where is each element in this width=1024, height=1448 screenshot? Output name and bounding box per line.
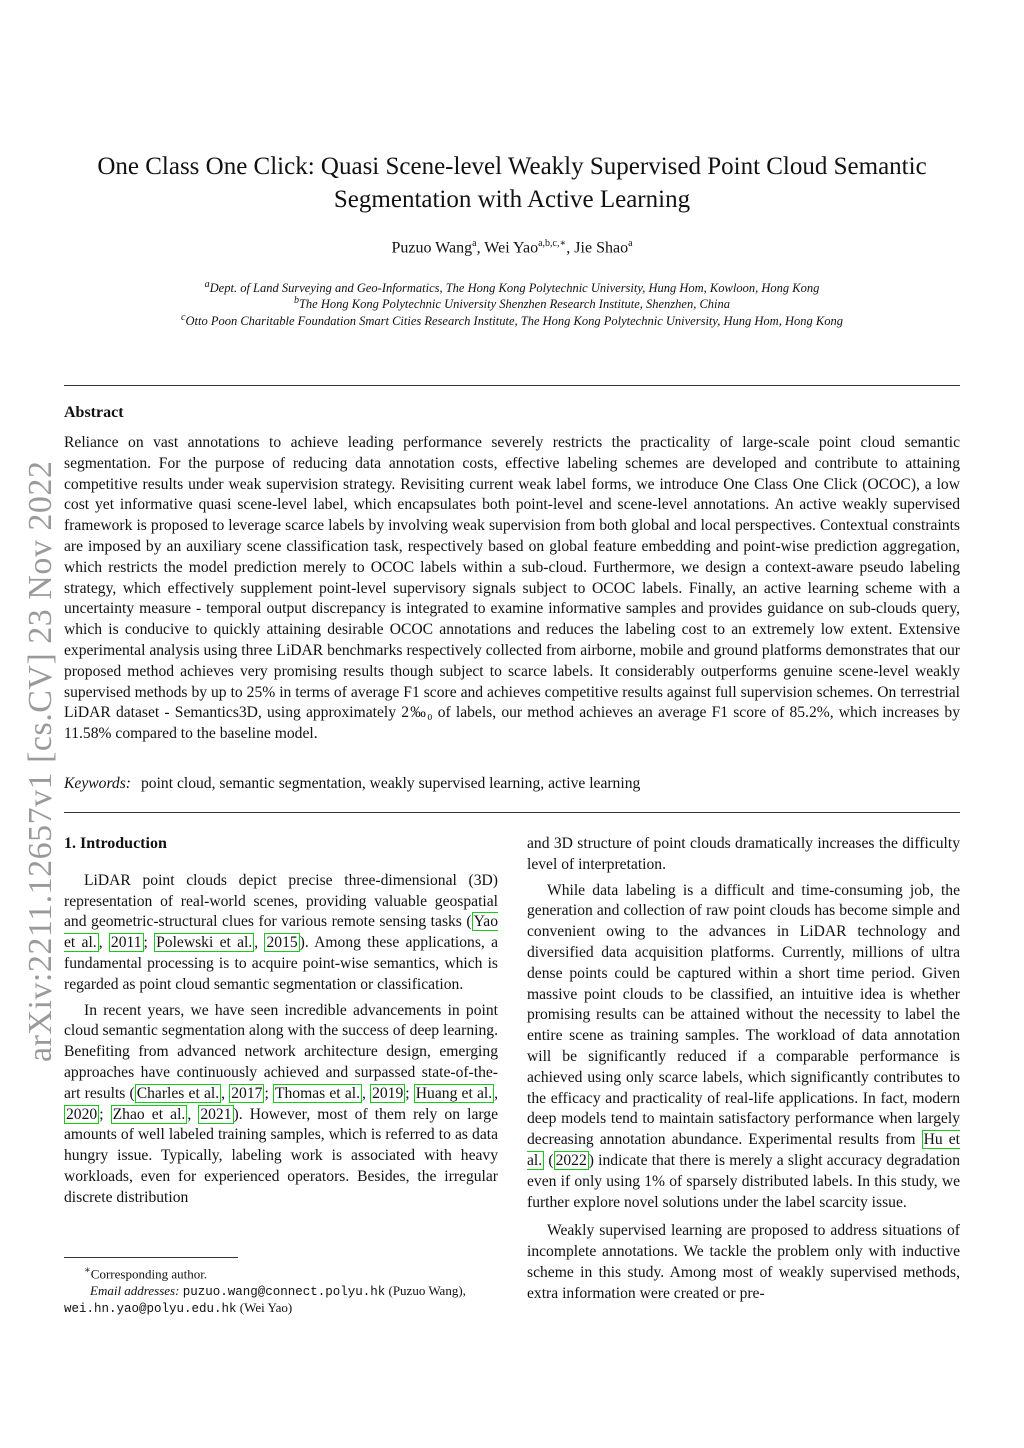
paper-title-line-2: Segmentation with Active Learning (333, 186, 691, 213)
citation-link[interactable]: Polewski et al. (156, 934, 253, 952)
abstract-heading: Abstract (64, 404, 124, 421)
top-divider (64, 385, 960, 386)
author-affil-mark: a,b,c,∗ (538, 238, 567, 249)
citation-link[interactable]: 2020 (66, 1105, 98, 1123)
citation-link[interactable]: 2011 (110, 934, 142, 952)
citation-link[interactable]: Hu et al. (527, 1131, 960, 1169)
citation-link[interactable]: 2017 (231, 1084, 263, 1102)
email-link[interactable]: wei.hn.yao@polyu.edu.hk (64, 1302, 237, 1317)
email-owner: (Puzuo Wang), (388, 1282, 466, 1298)
left-column (64, 834, 498, 1209)
citation-link[interactable]: Charles et al. (136, 1084, 220, 1102)
email-link[interactable]: puzuo.wang@connect.polyu.hk (182, 1284, 386, 1299)
footnote-rule (64, 1257, 238, 1258)
email-note (64, 1283, 498, 1301)
citation-link[interactable]: Zhao et al. (112, 1105, 186, 1123)
abstract-bottom-divider (64, 812, 960, 813)
affiliation-mark: c (181, 312, 186, 323)
affiliation-mark: b (293, 295, 299, 306)
author-name: Wei Yao (484, 239, 539, 257)
author-name: Puzuo Wang (391, 239, 473, 257)
corresponding-text: Corresponding author. (90, 1266, 208, 1282)
affiliation-text: Dept. of Land Surveying and Geo-Informatics, The Hong Kong Polytechnic University, Hung Hom, Kowloon, Hong Kong (209, 281, 820, 296)
affiliation-text: Otto Poon Charitable Foundation Smart Cities Research Institute, The Hong Kong Polytechnic University, Hung Hom, Hong Kong (185, 314, 843, 329)
author-affil-mark: a (628, 238, 633, 249)
paragraph-2: In recent years, we have seen incredible advancements in point cloud semantic segmentation along with the success of deep learning. Benefiting from advanced network architecture design, emerging approaches have continuously achieved and surpassed state-of-the-art results ( Charles et al. , 2017 ; Thomas et al. , 2019 ; Huang et al. , 2020 ; Zhao et al. , 2021 ). However, most of them rely on large amounts of well labeled training samples, which is referred to as data hungry issue. Typically, labeling work is associated with heavy workloads, even for experienced operators. Besides, the irregular discrete distribution (64, 1001, 499, 1206)
paper-title (80, 150, 944, 216)
abstract-body: Reliance on vast annotations to achieve leading performance severely restricts the practicality of large-scale point cloud semantic segmentation. For the purpose of reducing data annotation costs, effective labeling schemes are developed and contribute to attaining competitive results under weak supervision strategy. Revisiting current weak label forms, we introduce One Class One Click (OCOC), a low cost yet informative quasi scene-level label, which encapsulates both point-level and scene-level annotations. An active weakly supervised framework is proposed to leverage scarce labels by involving weak supervision from both global and local perspectives. Contextual constraints are imposed by an auxiliary scene classification task, respectively based on global feature embedding and point-wise prediction aggregation, which restricts the model prediction merely to OCOC labels within a sub-cloud. Furthermore, we design a context-aware pseudo labeling strategy, which effectively supplement point-level supervisory signals subject to OCOC labels. Finally, an active learning scheme with a uncertainty measure - temporal output discrepancy is integrated to examine informative samples and provides guidance on sub-clouds query, which is conducive to quickly attaining desirable OCOC annotations and reduces the labeling cost to an extremely low extent. Extensive experimental analysis using three LiDAR benchmarks respectively collected from airborne, mobile and ground platforms demonstrates that our proposed method achieves very promising results though subject to scarce labels. It considerably outperforms genuine scene-level weakly supervised methods by up to 25% in terms of average F1 score and achieves competitive results against full supervision schemes. On terrestrial LiDAR dataset - Semantics3D, using approximately 2‰₀ of labels, our method achieves an average F1 score of 85.2%, which increases by 11.58% compared to the baseline model. (64, 434, 960, 743)
citation-link[interactable]: Yao et al. (64, 913, 498, 952)
author-list: Puzuo Wang$^a$, Wei Yao$^{a,b,c,∗}$, Jie Shao$^a$ (391, 238, 633, 257)
paragraph-4: While data labeling is a difficult and time-consuming job, the generation and collection of raw point clouds has become simple and convenient owing to the advances in LiDAR technology and diversified data acquisition platforms. Currently, millions of ultra dense points could be captured within a short time period. Given massive point clouds to be classified, an intuitive idea is whether promising results can be attained without the necessity to label the entire scene as training samples. The workload of data annotation will be significantly reduced if a comparable performance is achieved using only scarce labels, which significantly contributes to the efficacy and practicality of real-life applications. In fact, modern deep models tend to maintain satisfactory performance when largely decreasing annotation abundance. Experimental results from Hu et al. ( 2022 ) indicate that there is merely a slight accuracy degradation even if only using 1% of sparsely distributed labels. In this study, we further explore novel solutions under the label scarcity issue. (527, 881, 961, 1211)
citation-link[interactable]: Huang et al. (415, 1084, 493, 1102)
paragraph-3: and 3D structure of point clouds dramatically increases the difficulty level of interpretation. (527, 835, 960, 873)
footnote (64, 1263, 498, 1318)
keywords-label: Keywords: (64, 775, 131, 792)
citation-link[interactable]: 2021 (200, 1105, 232, 1123)
section-heading-introduction: 1. Introduction (64, 835, 167, 852)
citation-link[interactable]: Thomas et al. (274, 1084, 360, 1102)
footnote-mark: ∗ (84, 1265, 91, 1276)
keywords-line (64, 775, 640, 793)
citation-link[interactable]: 2022 (555, 1151, 587, 1169)
right-column (527, 834, 960, 1305)
citation-link[interactable]: 2015 (266, 934, 298, 952)
affiliation-text: The Hong Kong Polytechnic University Shenzhen Research Institute, Shenzhen, China (298, 297, 731, 312)
affiliation-mark: a (204, 279, 210, 290)
email-owner: (Wei Yao) (239, 1300, 293, 1316)
email-note-2 (64, 1300, 498, 1318)
corresponding-note (64, 1263, 498, 1283)
paragraph-1: LiDAR point clouds depict precise three-dimensional (3D) representation of real-world scenes, providing valuable geospatial and geometric-structural clues for various remote sensing tasks ( Yao et al. , 2011 ; Polewski et al. , 2015 ). Among these applications, a fundamental processing is to acquire point-wise semantics, which is regarded as point cloud semantic segmentation or classification. (64, 871, 499, 993)
arxiv-sidebar-id: arXiv:2211.12657v1 [cs.CV] 23 Nov 2022 (22, 460, 59, 1062)
author-name: Jie Shao (574, 239, 629, 257)
keywords-text: point cloud, semantic segmentation, weakly supervised learning, active learning (141, 775, 641, 792)
citation-link[interactable]: 2019 (372, 1084, 404, 1102)
author-affil-mark: a (472, 238, 477, 249)
affiliation-c (60, 310, 964, 329)
paper-title-line-1: One Class One Click: Quasi Scene-level Weakly Supervised Point Cloud Semantic (97, 153, 927, 180)
email-label: Email addresses: (90, 1282, 180, 1298)
paragraph-5: Weakly supervised learning are proposed to address situations of incomplete annotations. We tackle the problem only with inductive scheme in this study. Among most of weakly supervised methods, extra information were created or pre- (527, 1222, 960, 1302)
